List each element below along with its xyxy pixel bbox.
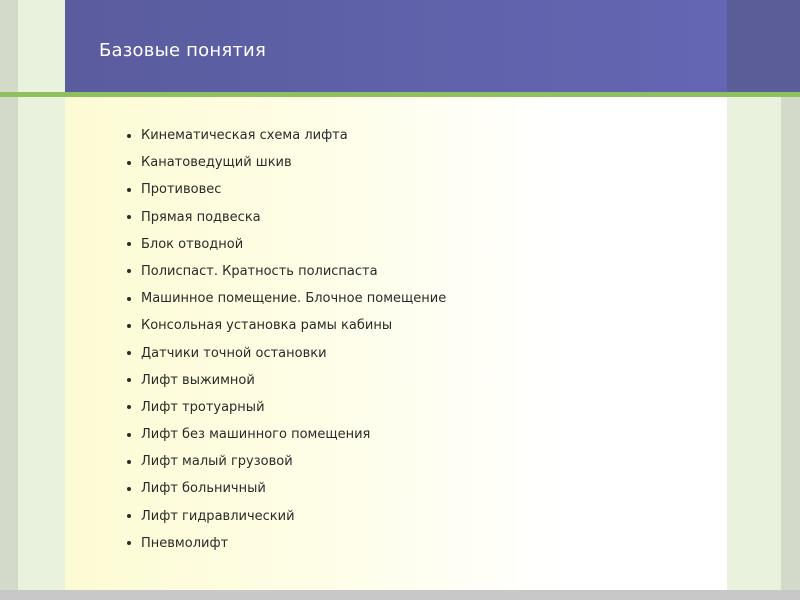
list-item [122, 394, 446, 421]
list-item-text: Блок отводной [141, 236, 244, 252]
list-item-text: Прямая подвеска [141, 209, 261, 225]
list-item-text: Датчики точной остановки [141, 345, 327, 361]
bullet-icon [127, 324, 131, 328]
list-item [122, 149, 446, 176]
bullet-icon [127, 405, 131, 409]
header-right-block [727, 0, 800, 92]
bullet-icon [127, 541, 131, 545]
bottom-bar [0, 590, 800, 600]
list-item [122, 448, 446, 475]
list-item [122, 340, 446, 367]
list-item [122, 367, 446, 394]
bullet-icon [127, 433, 131, 437]
bullet-icon [127, 188, 131, 192]
list-item [122, 421, 446, 448]
list-item-text: Канатоведущий шкив [141, 155, 292, 171]
list-item [122, 285, 446, 312]
header-left-inner-block [18, 0, 65, 92]
list-item [122, 530, 446, 557]
list-item [122, 475, 446, 502]
list-item-text: Кинематическая схема лифта [141, 128, 348, 143]
list-item [122, 503, 446, 530]
list-item [122, 176, 446, 203]
list-item-text: Лифт без машинного помещения [141, 427, 371, 443]
bullet-icon [127, 215, 131, 219]
list-item-text: Машинное помещение. Блочное помещение [141, 291, 447, 307]
bullet-icon [127, 487, 131, 491]
bullet-list [122, 122, 446, 557]
list-item [122, 231, 446, 258]
bullet-icon [127, 297, 131, 301]
list-item-text: Лифт выжимной [141, 372, 255, 388]
list-item [122, 204, 446, 231]
list-item-text: Лифт больничный [141, 481, 266, 497]
slide-title: Базовые понятия [99, 40, 266, 61]
list-item [122, 122, 446, 149]
bullet-icon [127, 269, 131, 273]
bullet-icon [127, 378, 131, 382]
list-item-text: Противовес [141, 182, 222, 198]
bullet-icon [127, 161, 131, 165]
list-item-text: Лифт тротуарный [141, 399, 265, 415]
bullet-icon [127, 134, 131, 138]
list-item [122, 312, 446, 339]
list-item-text: Пневмолифт [141, 535, 229, 551]
bullet-icon [127, 242, 131, 246]
list-item-text: Полиспаст. Кратность полиспаста [141, 263, 378, 279]
list-item [122, 258, 446, 285]
bullet-icon [127, 514, 131, 518]
bullet-icon [127, 460, 131, 464]
bullet-icon [127, 351, 131, 355]
list-item-text: Консольная установка рамы кабины [141, 318, 393, 334]
list-item-text: Лифт малый грузовой [141, 454, 293, 470]
list-item-text: Лифт гидравлический [141, 508, 295, 524]
